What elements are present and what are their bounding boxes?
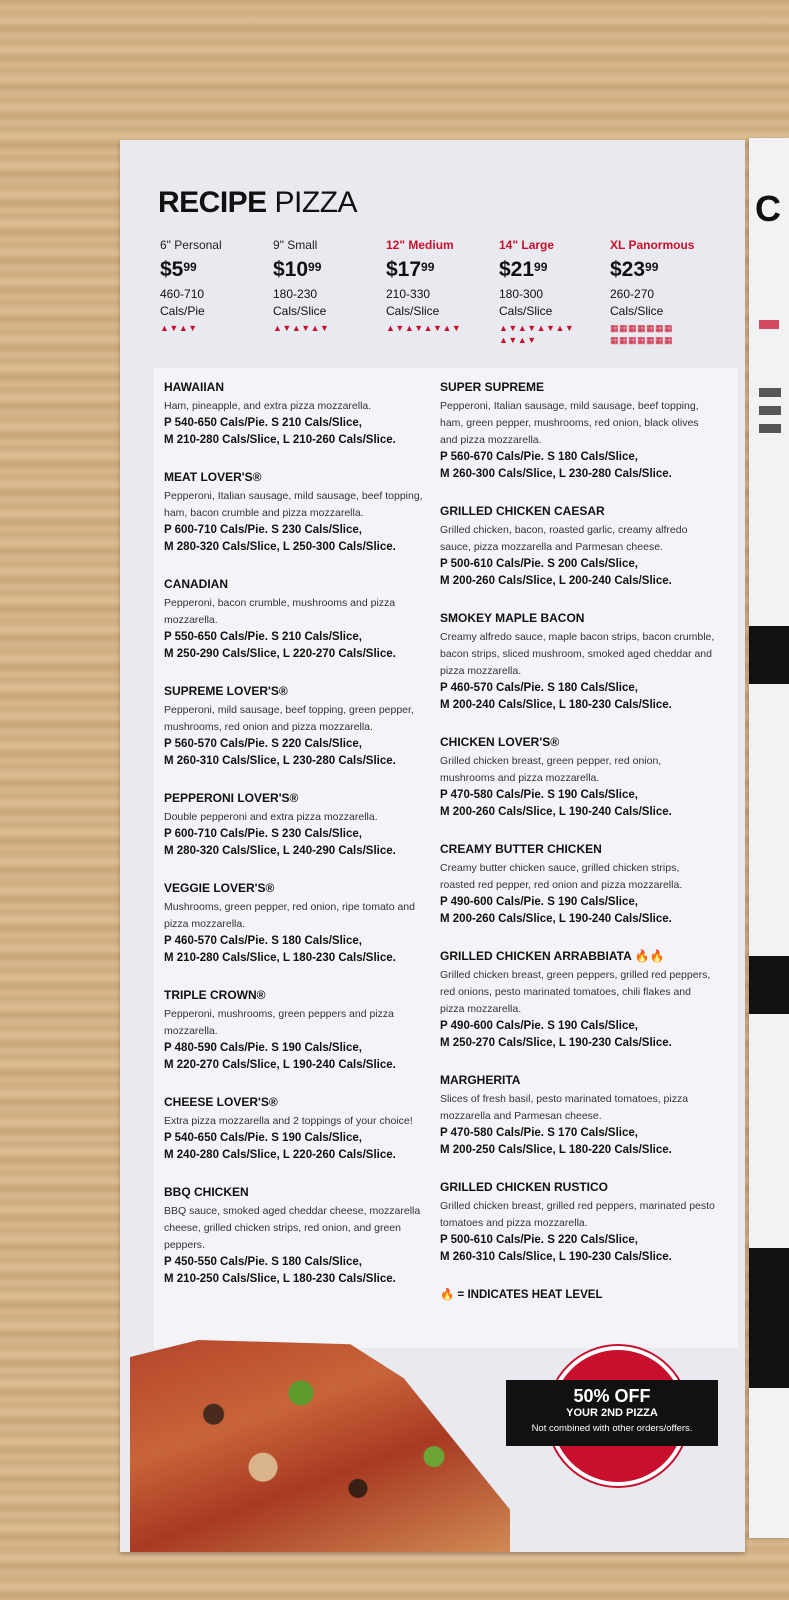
heat-flame-icon: 🔥🔥 (634, 949, 665, 963)
flame-icon: 🔥 (440, 1289, 455, 1301)
slice-icon: ▲▼▲▼ (160, 323, 198, 333)
square-slice-icon: ▦▦▦▦▦▦▦ ▦▦▦▦▦▦▦ (610, 323, 674, 345)
menu-item: GRILLED CHICKEN CAESAR Grilled chicken, bacon, roasted garlic, creamy alfredo sauce, pizza mozzarella and Parmesan cheese. P 500-610 Cals/Pie. S 200 Cals/Slice, M 200-260 Cals/Slice, L 200-240 Cals/Slice. (440, 504, 688, 587)
slice-icon: ▲▼▲▼▲▼▲▼ (386, 323, 462, 333)
size-small: 9" Small $\$10^{99}$ 180-230 Cals/Slice ▲▼▲▼▲▼ (273, 238, 383, 334)
menu-item: SMOKEY MAPLE BACON Creamy alfredo sauce, maple bacon strips, bacon crumble, bacon strips, sliced mushroom, smoked aged cheddar and pizza mozzarella. P 460-570 Cals/Pie. S 180 Cals/Slice, M 200-240 Cals/Slice, L 180-230 Cals/Slice. (440, 611, 715, 711)
heat-legend: 🔥 = INDICATES HEAT LEVEL (440, 1289, 603, 1301)
panel-letter: C (755, 188, 781, 229)
left-column (164, 380, 439, 1309)
size-large: 14" Large $\$21^{99}$ 180-300 Cals/Slice ▲▼▲▼▲▼▲▼ ▲▼▲▼ (499, 238, 609, 346)
menu-item: SUPREME LOVER'S® Pepperoni, mild sausage, beef topping, green pepper, mushrooms, red onion and pizza mozzarella. P 560-570 Cals/Pie. S 220 Cals/Slice, M 260-310 Cals/Slice, L 230-280 Cals/Slice. (164, 684, 414, 767)
size-personal: 6" Personal $\$5^{99}$ 460-710 Cals/Pie ▲▼▲▼ (160, 238, 270, 334)
title-bold: RECIPE (158, 186, 267, 219)
promo-banner: 50% OFF YOUR 2ND PIZZA Not combined with other orders/offers. (506, 1380, 718, 1446)
menu-item: VEGGIE LOVER'S® Mushrooms, green pepper, red onion, ripe tomato and pizza mozzarella. P 460-570 Cals/Pie. S 180 Cals/Slice, M 210-280 Cals/Slice, L 180-230 Cals/Slice. (164, 881, 415, 964)
panel-black-box-3 (749, 1248, 789, 1388)
panel-black-box-2 (749, 956, 789, 1014)
menu-item: CHICKEN LOVER'S® Grilled chicken breast, green pepper, red onion, mushrooms and pizza mozzarella. P 470-580 Cals/Pie. S 190 Cals/Slice, M 200-260 Cals/Slice, L 190-240 Cals/Slice. (440, 735, 672, 818)
slice-icon: ▲▼▲▼▲▼▲▼ ▲▼▲▼ (499, 323, 575, 345)
menu-item: CANADIAN Pepperoni, bacon crumble, mushrooms and pizza mozzarella. P 550-650 Cals/Pie. S 210 Cals/Slice, M 250-290 Cals/Slice, L 220-270 Cals/Slice. (164, 577, 396, 660)
menu-item: BBQ CHICKEN BBQ sauce, smoked aged cheddar cheese, mozzarella cheese, grilled chicken strips, red onion, and green peppers. P 450-550 Cals/Pie. S 180 Cals/Slice, M 210-250 Cals/Slice, L 180-230 Cals/Slice. (164, 1185, 421, 1285)
menu-item: GRILLED CHICKEN RUSTICO Grilled chicken breast, grilled red peppers, marinated pesto tomatoes and pizza mozzarella. P 500-610 Cals/Pie. S 220 Cals/Slice, M 260-310 Cals/Slice, L 190-230 Cals/Slice. (440, 1180, 715, 1263)
menu-item: CREAMY BUTTER CHICKEN Creamy butter chicken sauce, grilled chicken strips, roasted red pepper, red onion and pizza mozzarella. P 490-600 Cals/Pie. S 190 Cals/Slice, M 200-260 Cals/Slice, L 190-240 Cals/Slice. (440, 842, 683, 925)
menu-item: CHEESE LOVER'S® Extra pizza mozzarella and 2 toppings of your choice! P 540-650 Cals/Pie. S 190 Cals/Slice, M 240-280 Cals/Slice, L 220-260 Cals/Slice. (164, 1095, 413, 1161)
menu-item: GRILLED CHICKEN ARRABBIATA 🔥🔥 Grilled chicken breast, green peppers, grilled red peppers, red onions, pesto marinated tomatoes, chili flakes and pizza mozzarella. P 490-600 Cals/Pie. S 190 Cals/Slice, M 250-270 Cals/Slice, L 190-230 Cals/Slice. (440, 949, 711, 1049)
size-price-row (160, 238, 720, 358)
menu-item: MEAT LOVER'S® Pepperoni, Italian sausage, mild sausage, beef topping, ham, bacon crumble and pizza mozzarella. P 600-710 Cals/Pie. S 230 Cals/Slice, M 280-320 Cals/Slice, L 250-300 Cals/Slice. (164, 470, 423, 553)
panel-black-box-1 (749, 626, 789, 684)
size-medium: 12" Medium $\$17^{99}$ 210-330 Cals/Slice ▲▼▲▼▲▼▲▼ (386, 238, 496, 334)
right-column (440, 380, 715, 1301)
title-light: PIZZA (274, 186, 358, 219)
slice-icon: ▲▼▲▼▲▼ (273, 323, 330, 333)
recipe-list (154, 368, 738, 1348)
adjacent-panel (749, 138, 789, 1538)
menu-item: SUPER SUPREME Pepperoni, Italian sausage, mild sausage, beef topping, ham, green pepper, mushrooms, red onion, black olives and pizza mozzarella. P 560-670 Cals/Pie. S 180 Cals/Slice, M 260-300 Cals/Slice, L 230-280 Cals/Slice. (440, 380, 699, 480)
size-xl: XL Panormous $\$23^{99}$ 260-270 Cals/Slice ▦▦▦▦▦▦▦ ▦▦▦▦▦▦▦ (610, 238, 720, 346)
menu-panel (120, 140, 745, 1552)
promo-area (130, 1340, 745, 1552)
menu-item: PEPPERONI LOVER'S® Double pepperoni and extra pizza mozzarella. P 600-710 Cals/Pie. S 230 Cals/Slice, M 280-320 Cals/Slice, L 240-290 Cals/Slice. (164, 791, 396, 857)
pizza-photo (130, 1340, 510, 1552)
menu-item: HAWAIIAN Ham, pineapple, and extra pizza mozzarella. P 540-650 Cals/Pie. S 210 Cals/Slice, M 210-280 Cals/Slice, L 210-260 Cals/Slice. (164, 380, 396, 446)
page-title (158, 186, 357, 220)
menu-item: TRIPLE CROWN® Pepperoni, mushrooms, green peppers and pizza mozzarella. P 480-590 Cals/Pie. S 190 Cals/Slice, M 220-270 Cals/Slice, L 190-240 Cals/Slice. (164, 988, 396, 1071)
menu-item: MARGHERITA Slices of fresh basil, pesto marinated tomatoes, pizza mozzarella and Parmesan cheese. P 470-580 Cals/Pie. S 170 Cals/Slice, M 200-250 Cals/Slice, L 180-220 Cals/Slice. (440, 1073, 689, 1156)
